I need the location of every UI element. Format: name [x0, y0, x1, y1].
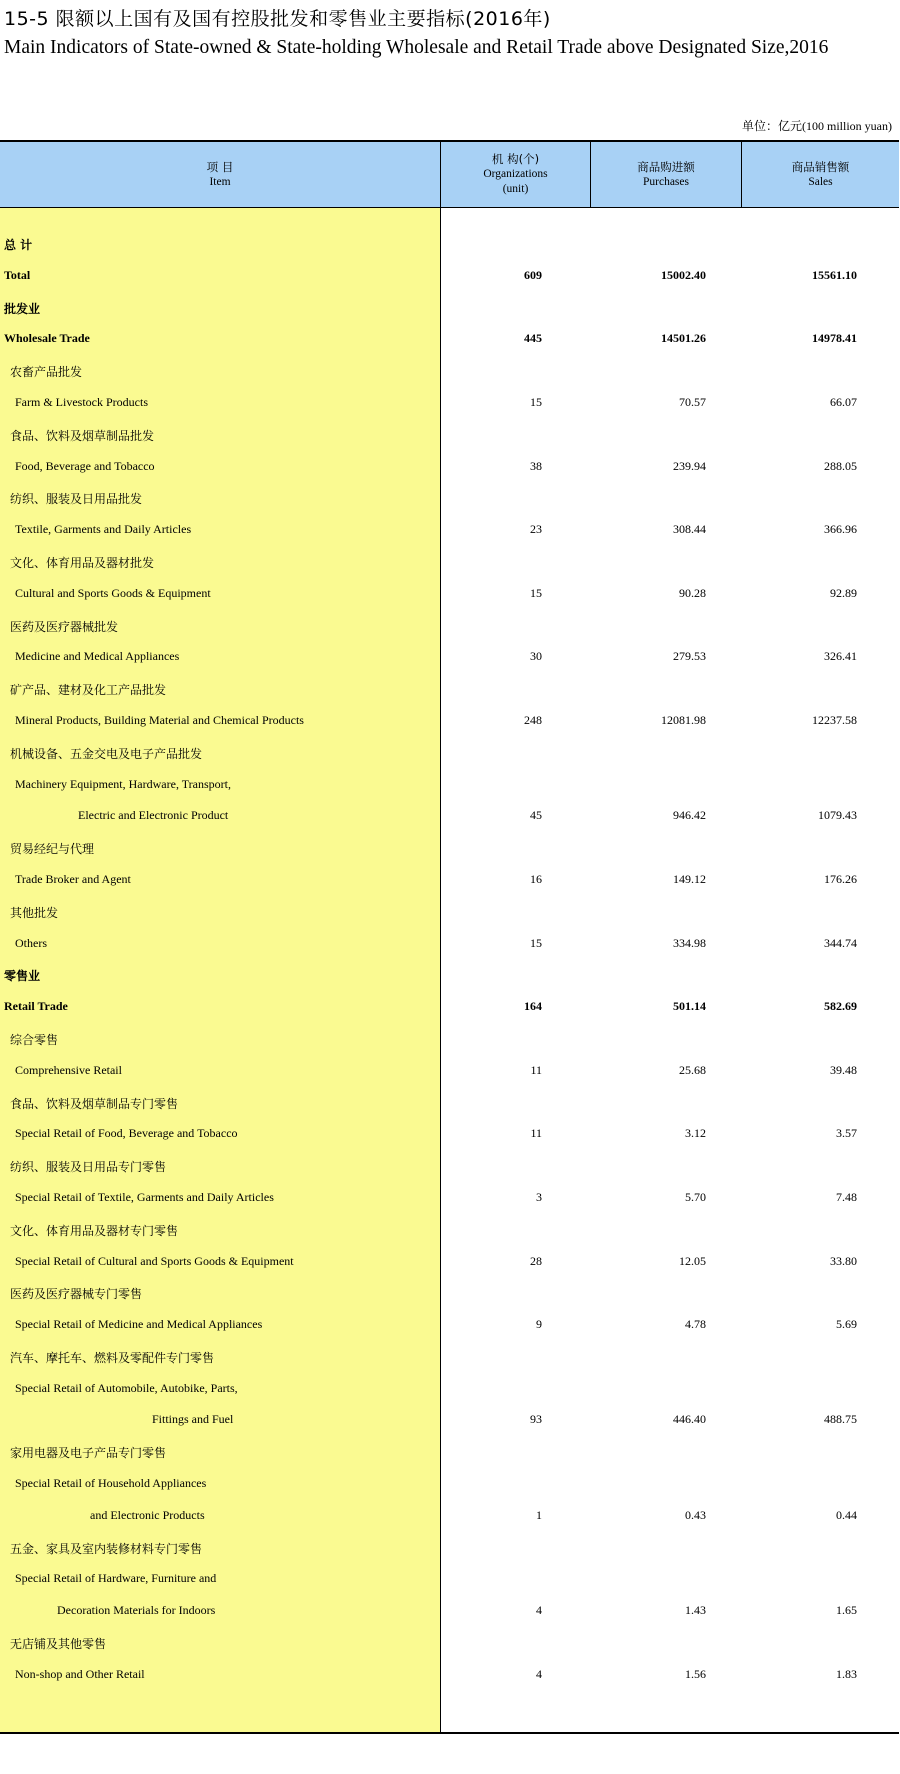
sales-cell: 12237.58	[812, 712, 857, 727]
table-row	[0, 1404, 899, 1436]
table-row	[0, 1023, 899, 1055]
row-label: 医药及医疗器械专门零售	[10, 1287, 143, 1302]
purchases-cell: 446.40	[673, 1412, 706, 1427]
table-row	[0, 896, 899, 928]
sales-cell: 582.69	[824, 999, 857, 1014]
table-bottom-rule	[0, 1732, 899, 1734]
row-label: Special Retail of Food, Beverage and Tobacco	[15, 1126, 238, 1141]
row-label: 汽车、摩托车、燃料及零配件专门零售	[10, 1350, 215, 1365]
table-row	[0, 928, 899, 960]
table-row	[0, 769, 899, 801]
purchases-cell: 1.56	[685, 1666, 706, 1681]
organizations-cell: 445	[524, 331, 542, 346]
organizations-cell: 1	[536, 1507, 542, 1522]
header-organizations	[441, 142, 590, 207]
purchases-cell: 90.28	[679, 585, 706, 600]
table-row	[0, 1373, 899, 1405]
header-item-cn: 项 目	[206, 159, 234, 174]
header-divider	[440, 142, 441, 207]
table-row	[0, 641, 899, 673]
purchases-cell: 501.14	[673, 999, 706, 1014]
table-row	[0, 1500, 899, 1532]
row-label: 无店铺及其他零售	[10, 1637, 107, 1652]
table-row	[0, 1532, 899, 1564]
table-row	[0, 546, 899, 578]
row-label: 文化、体育用品及器材批发	[10, 555, 155, 570]
row-label: 医药及医疗器械批发	[10, 619, 119, 634]
row-label: Others	[15, 935, 47, 950]
page-title-cn: 15-5 限额以上国有及国有控股批发和零售业主要指标(2016年)	[4, 8, 551, 30]
sales-cell: 0.44	[836, 1507, 857, 1522]
table-row	[0, 1468, 899, 1500]
table-row	[0, 737, 899, 769]
purchases-cell: 1.43	[685, 1603, 706, 1618]
sales-cell: 488.75	[824, 1412, 857, 1427]
row-label: Fittings and Fuel	[152, 1412, 234, 1427]
table-row	[0, 1182, 899, 1214]
row-label: Comprehensive Retail	[15, 1062, 122, 1077]
organizations-cell: 38	[530, 458, 542, 473]
row-label: Special Retail of Hardware, Furniture and	[15, 1571, 217, 1586]
row-label: 矿产品、建材及化工产品批发	[10, 683, 167, 698]
purchases-cell: 4.78	[685, 1317, 706, 1332]
row-label: Machinery Equipment, Hardware, Transport,	[15, 776, 231, 791]
table-row	[0, 705, 899, 737]
row-label: Electric and Electronic Product	[78, 808, 229, 823]
row-label: Special Retail of Textile, Garments and Daily Articles	[15, 1189, 274, 1204]
organizations-cell: 609	[524, 267, 542, 282]
row-label: 批发业	[4, 301, 41, 316]
organizations-cell: 15	[530, 935, 542, 950]
row-label: Decoration Materials for Indoors	[57, 1603, 216, 1618]
sales-cell: 14978.41	[812, 331, 857, 346]
organizations-cell: 4	[536, 1666, 542, 1681]
organizations-cell: 4	[536, 1603, 542, 1618]
row-label: Food, Beverage and Tobacco	[15, 458, 155, 473]
row-label: 食品、饮料及烟草制品批发	[10, 428, 155, 443]
table-row	[0, 228, 899, 260]
table-row	[0, 1246, 899, 1278]
table-row	[0, 1595, 899, 1627]
row-label: 农畜产品批发	[10, 365, 83, 380]
organizations-cell: 16	[530, 871, 542, 886]
organizations-cell: 15	[530, 585, 542, 600]
table-row	[0, 1627, 899, 1659]
organizations-cell: 93	[530, 1412, 542, 1427]
header-item-en: Item	[209, 175, 231, 188]
table-row	[0, 451, 899, 483]
sales-cell: 5.69	[836, 1317, 857, 1332]
sales-cell: 326.41	[824, 649, 857, 664]
sales-cell: 3.57	[836, 1126, 857, 1141]
row-label: 家用电器及电子产品专门零售	[10, 1446, 167, 1461]
header-org-en: Organizations	[483, 168, 548, 180]
header-pur-en: Purchases	[643, 175, 689, 188]
sales-cell: 15561.10	[812, 267, 857, 282]
unit-note: 单位：亿元(100 million yuan)	[742, 119, 892, 133]
header-org-unit: (unit)	[502, 183, 529, 195]
sales-cell: 92.89	[830, 585, 857, 600]
row-label: 纺织、服装及日用品专门零售	[10, 1160, 167, 1175]
purchases-cell: 14501.26	[661, 331, 706, 346]
page-title-en: Main Indicators of State-owned & State-holding Wholesale and Retail Trade above Designated Size,2016	[4, 37, 829, 58]
indicators-table	[0, 140, 899, 1734]
table-row	[0, 260, 899, 292]
table-row	[0, 1341, 899, 1373]
table-row	[0, 800, 899, 832]
organizations-cell: 30	[530, 649, 542, 664]
row-label: Medicine and Medical Appliances	[15, 649, 180, 664]
row-label: 总 计	[4, 238, 33, 252]
table-header	[0, 142, 899, 208]
organizations-cell: 11	[530, 1062, 542, 1077]
purchases-cell: 334.98	[673, 935, 706, 950]
row-label: Retail Trade	[4, 999, 68, 1014]
row-label: and Electronic Products	[90, 1507, 205, 1522]
header-purchases	[591, 142, 741, 207]
header-divider	[590, 142, 591, 207]
sales-cell: 33.80	[830, 1253, 857, 1268]
row-label: 纺织、服装及日用品批发	[10, 492, 143, 507]
sales-cell: 66.07	[830, 394, 857, 409]
row-label: 零售业	[4, 969, 41, 984]
sales-cell: 344.74	[824, 935, 857, 950]
table-row	[0, 355, 899, 387]
header-sales-cn: 商品销售额	[791, 159, 850, 174]
row-label: Trade Broker and Agent	[15, 871, 131, 886]
header-sales	[742, 142, 899, 207]
table-row	[0, 514, 899, 546]
organizations-cell: 9	[536, 1317, 542, 1332]
purchases-cell: 12.05	[679, 1253, 706, 1268]
row-label: 综合零售	[10, 1032, 59, 1047]
header-sales-en: Sales	[808, 175, 833, 188]
table-row	[0, 832, 899, 864]
table-row	[0, 610, 899, 642]
row-label: 五金、家具及室内装修材料专门零售	[10, 1541, 203, 1556]
sales-cell: 1.83	[836, 1666, 857, 1681]
table-row	[0, 1309, 899, 1341]
header-item	[0, 142, 440, 207]
table-body	[0, 228, 899, 1691]
header-pur-cn: 商品购进额	[637, 159, 695, 174]
table-row	[0, 991, 899, 1023]
table-row	[0, 1214, 899, 1246]
row-label: Special Retail of Cultural and Sports Goods & Equipment	[15, 1253, 294, 1268]
purchases-cell: 12081.98	[661, 712, 706, 727]
purchases-cell: 149.12	[673, 871, 706, 886]
sales-cell: 1.65	[836, 1603, 857, 1618]
row-label: 文化、体育用品及器材专门零售	[10, 1223, 179, 1238]
table-row	[0, 578, 899, 610]
table-row	[0, 1055, 899, 1087]
row-label: Non-shop and Other Retail	[15, 1666, 145, 1681]
table-row	[0, 323, 899, 355]
purchases-cell: 25.68	[679, 1062, 706, 1077]
row-label: Special Retail of Medicine and Medical Appliances	[15, 1317, 263, 1332]
header-divider	[741, 142, 742, 207]
row-label: 机械设备、五金交电及电子产品批发	[10, 746, 203, 761]
table-row	[0, 419, 899, 451]
row-label: 其他批发	[10, 905, 59, 920]
organizations-cell: 164	[524, 999, 542, 1014]
header-org-cn: 机 构(个)	[491, 152, 540, 166]
sales-cell: 1079.43	[818, 808, 857, 823]
row-label: Special Retail of Household Appliances	[15, 1476, 207, 1491]
row-label: Farm & Livestock Products	[15, 394, 148, 409]
sales-cell: 366.96	[824, 522, 857, 537]
table-row	[0, 1436, 899, 1468]
purchases-cell: 239.94	[673, 458, 706, 473]
row-label: Wholesale Trade	[4, 331, 90, 346]
table-row	[0, 1150, 899, 1182]
row-label: Total	[4, 267, 31, 282]
organizations-cell: 23	[530, 522, 542, 537]
purchases-cell: 70.57	[679, 394, 706, 409]
table-row	[0, 292, 899, 324]
row-label: Cultural and Sports Goods & Equipment	[15, 585, 211, 600]
table-row	[0, 959, 899, 991]
table-row	[0, 1118, 899, 1150]
table-row	[0, 864, 899, 896]
table-row	[0, 1277, 899, 1309]
purchases-cell: 3.12	[685, 1126, 706, 1141]
purchases-cell: 5.70	[685, 1189, 706, 1204]
organizations-cell: 45	[530, 808, 542, 823]
row-label: 贸易经纪与代理	[10, 842, 95, 857]
row-label: 食品、饮料及烟草制品专门零售	[10, 1096, 179, 1111]
table-row	[0, 1563, 899, 1595]
sales-cell: 176.26	[824, 871, 857, 886]
purchases-cell: 15002.40	[661, 267, 706, 282]
row-label: Special Retail of Automobile, Autobike, Parts,	[15, 1380, 238, 1395]
organizations-cell: 3	[536, 1189, 542, 1204]
purchases-cell: 0.43	[685, 1507, 706, 1522]
purchases-cell: 279.53	[673, 649, 706, 664]
table-row	[0, 1087, 899, 1119]
organizations-cell: 28	[530, 1253, 542, 1268]
organizations-cell: 15	[530, 394, 542, 409]
sales-cell: 39.48	[830, 1062, 857, 1077]
table-row	[0, 387, 899, 419]
table-row	[0, 1659, 899, 1691]
organizations-cell: 248	[524, 712, 542, 727]
table-row	[0, 482, 899, 514]
sales-cell: 288.05	[824, 458, 857, 473]
table-row	[0, 673, 899, 705]
purchases-cell: 308.44	[673, 522, 706, 537]
organizations-cell: 11	[530, 1126, 542, 1141]
row-label: Mineral Products, Building Material and Chemical Products	[15, 712, 304, 727]
sales-cell: 7.48	[836, 1189, 857, 1204]
purchases-cell: 946.42	[673, 808, 706, 823]
row-label: Textile, Garments and Daily Articles	[15, 522, 192, 537]
